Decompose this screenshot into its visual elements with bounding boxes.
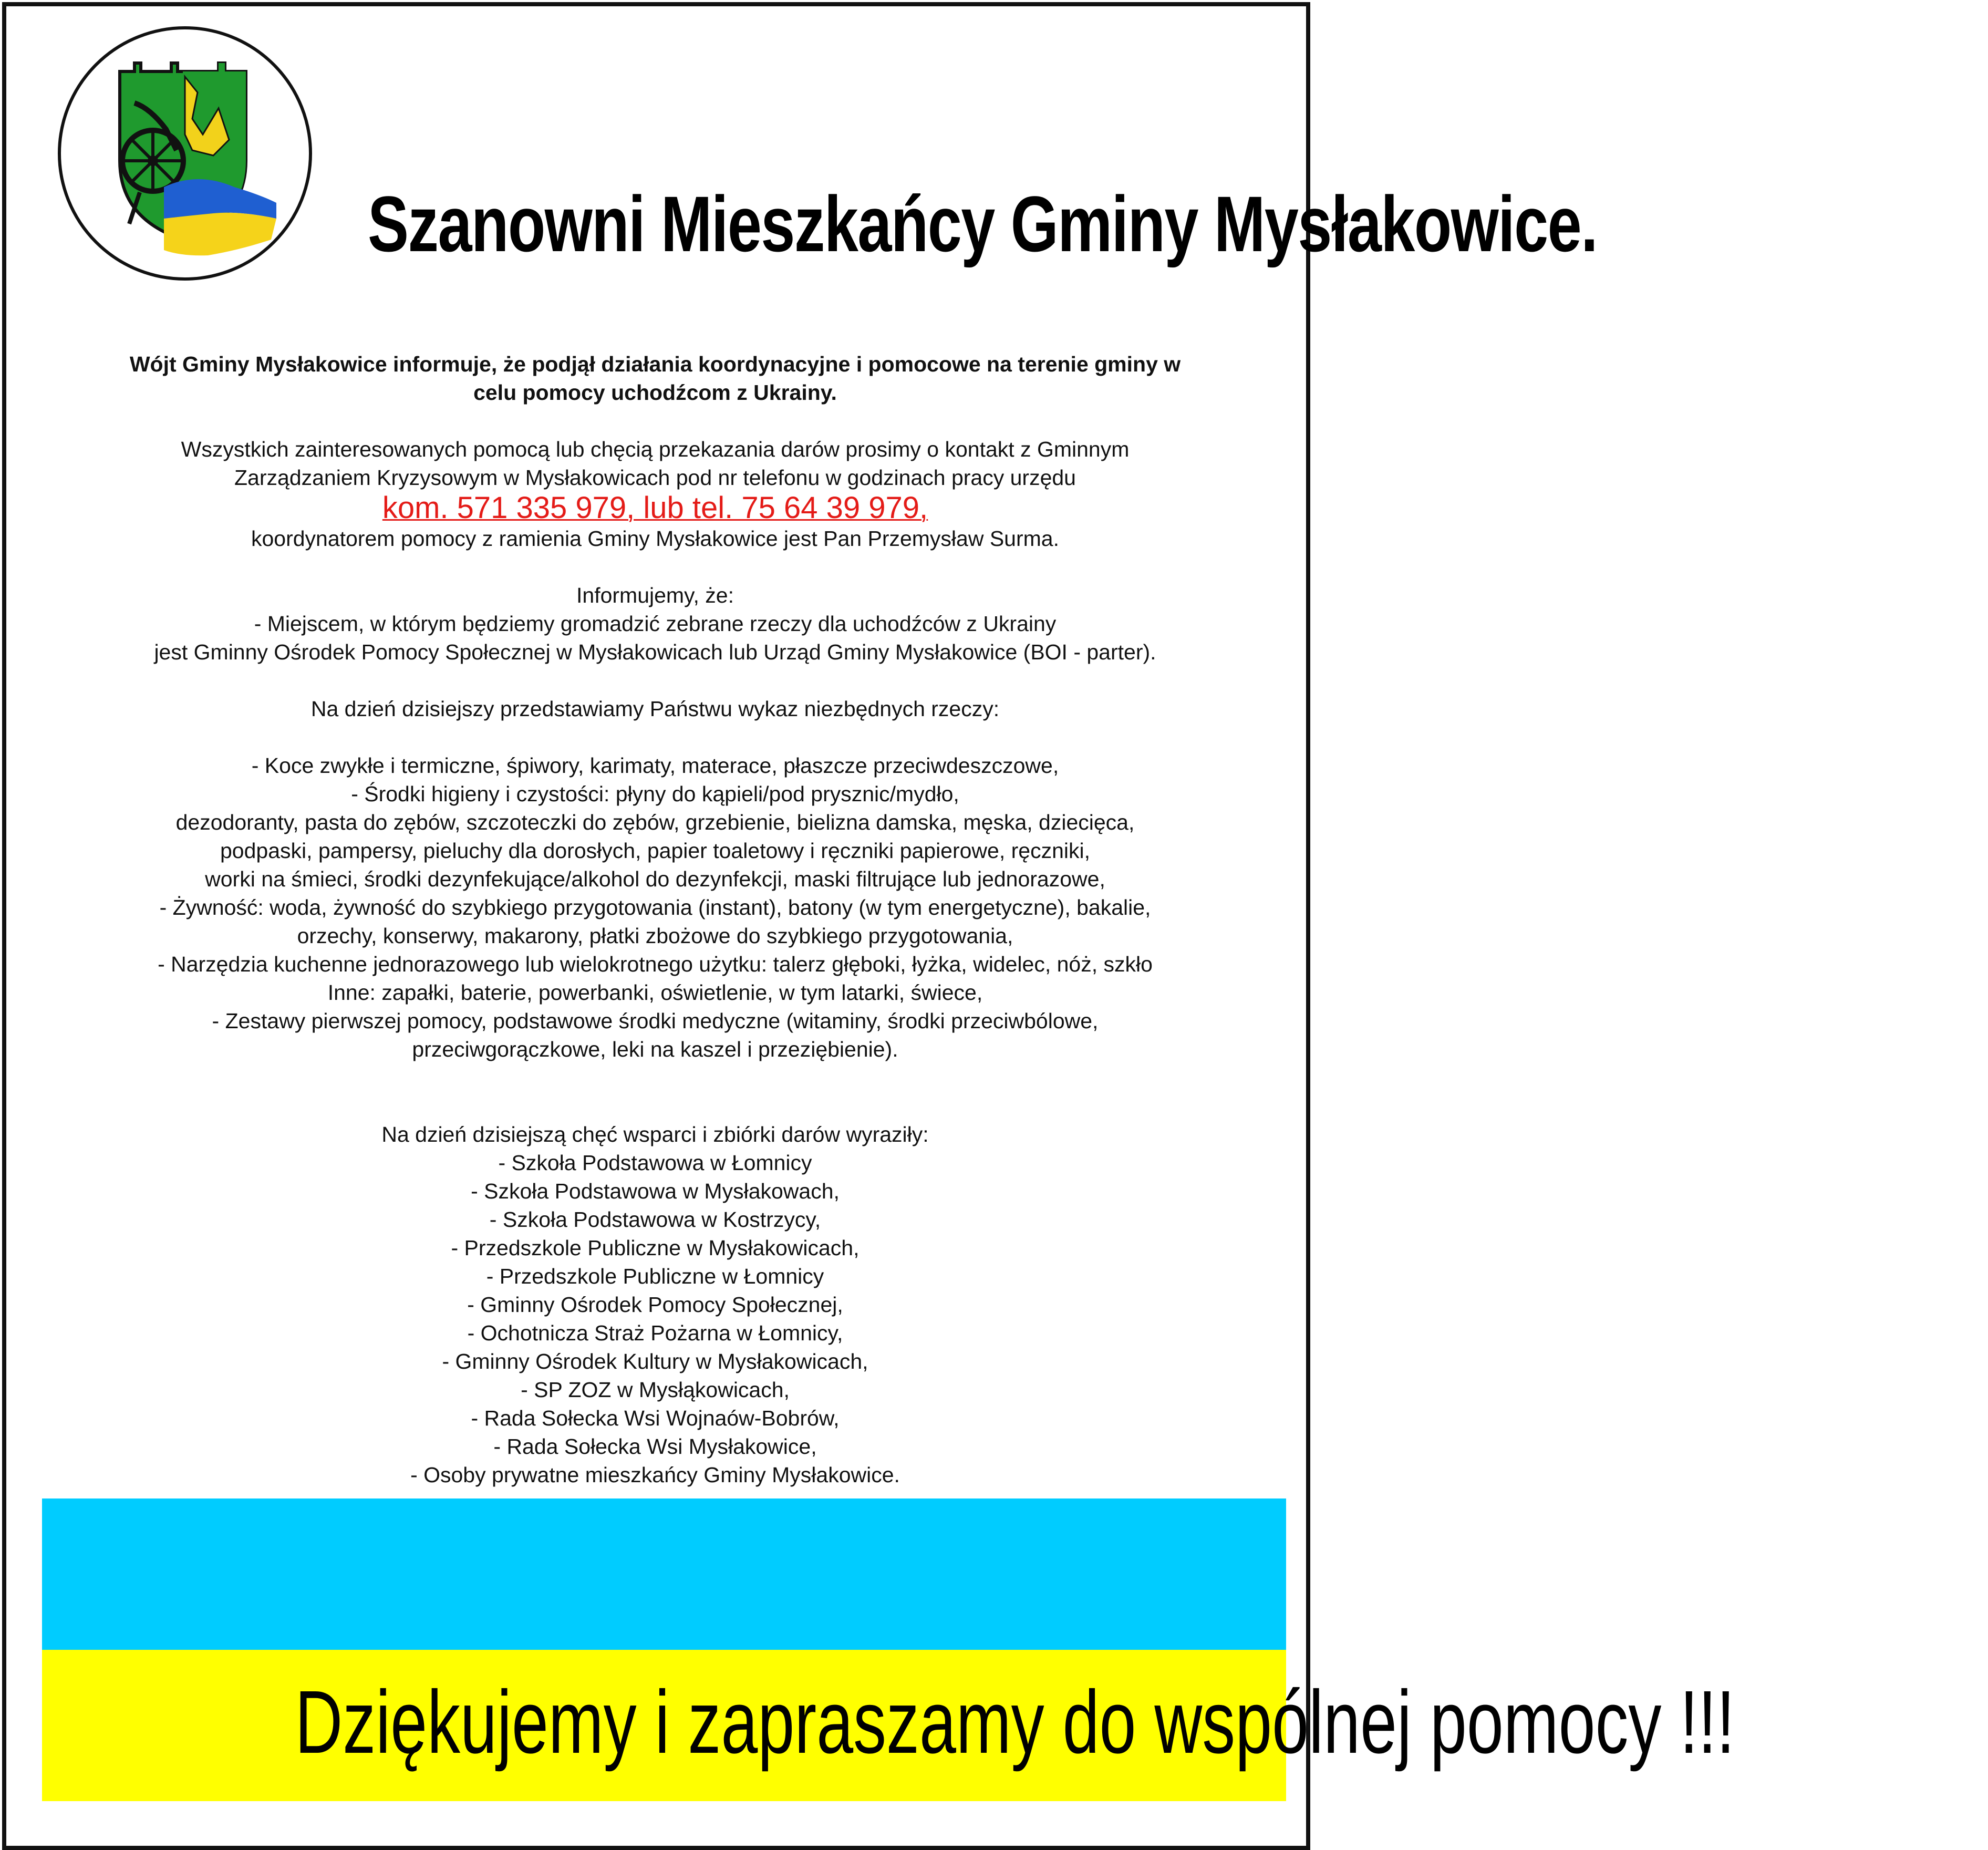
- supporter-item: - Przedszkole Publiczne w Łomnicy: [486, 1264, 824, 1288]
- supporters-heading: Na dzień dzisiejszą chęć wsparci i zbiórki darów wyraziły:: [381, 1122, 929, 1146]
- supporter-item: - Gminny Ośrodek Kultury w Mysłakowicach,: [442, 1349, 868, 1373]
- location-line: Informujemy, że:: [576, 583, 734, 607]
- needs-item: przeciwgorączkowe, leki na kaszel i przeziębienie).: [412, 1037, 898, 1061]
- location-line: - Miejscem, w którym będziemy gromadzić zebrane rzeczy dla uchodźców z Ukrainy: [254, 612, 1057, 636]
- supporter-item: - Rada Sołecka Wsi Mysłakowice,: [493, 1434, 817, 1459]
- coordinator-line: koordynatorem pomocy z ramienia Gminy Mysłakowice jest Pan Przemysław Surma.: [251, 526, 1059, 551]
- supporter-item: - Gminny Ośrodek Pomocy Społecznej,: [467, 1293, 843, 1317]
- needs-item: podpaski, pampersy, pieluchy dla dorosłych, papier toaletowy i ręczniki papierowe, ręczniki,: [220, 839, 1090, 863]
- needs-item: dezodoranty, pasta do zębów, szczoteczki do zębów, grzebienie, bielizna damska, męska, dziecięca,: [175, 810, 1135, 834]
- needs-item: Inne: zapałki, baterie, powerbanki, oświetlenie, w tym latarki, świece,: [327, 980, 983, 1005]
- supporter-item: - Przedszkole Publiczne w Mysłakowicach,: [451, 1236, 860, 1260]
- location-line: jest Gminny Ośrodek Pomocy Społecznej w Mysłakowicach lub Urząd Gminy Mysłakowice (BOI - parter).: [154, 640, 1156, 664]
- flag-blue-band: [42, 1498, 1286, 1650]
- thanks-banner: [42, 1670, 1735, 1775]
- needs-item: worki na śmieci, środki dezynfekujące/alkohol do dezynfekcji, maski filtrujące lub jednorazowe,: [205, 867, 1105, 891]
- contact-line: Zarządzaniem Kryzysowym w Mysłakowicach pod nr telefonu w godzinach pracy urzędu: [234, 466, 1076, 490]
- announcement-body: [63, 350, 1247, 1489]
- thanks-text: Dziękujemy i zapraszamy do wspólnej pomocy !!!: [295, 1672, 1735, 1772]
- page-title: Szanowni Mieszkańcy Gminy Mysłakowice.: [368, 180, 1598, 268]
- supporter-item: - SP ZOZ w Mysłąkowicach,: [521, 1378, 790, 1402]
- supporter-item: - Rada Sołecka Wsi Wojnaów-Bobrów,: [471, 1406, 840, 1430]
- needs-item: - Koce zwykłe i termiczne, śpiwory, karimaty, materace, płaszcze przeciwdeszczowe,: [251, 753, 1059, 778]
- intro-line: celu pomocy uchodźcom z Ukrainy.: [473, 380, 837, 405]
- needs-heading: Na dzień dzisiejszy przedstawiamy Państwu wykaz niezbędnych rzeczy:: [310, 697, 1000, 721]
- coat-of-arms-icon: [61, 29, 309, 277]
- contact-line: Wszystkich zainteresowanych pomocą lub chęcią przekazania darów prosimy o kontakt z Gminnym: [181, 437, 1130, 461]
- supporter-item: - Szkoła Podstawowa w Kostrzycy,: [489, 1207, 821, 1232]
- needs-item: - Żywność: woda, żywność do szybkiego przygotowania (instant), batony (w tym energetyczne), bakalie,: [159, 895, 1151, 919]
- logo: [58, 26, 312, 281]
- supporter-item: - Osoby prywatne mieszkańcy Gminy Mysłakowice.: [410, 1463, 900, 1487]
- supporter-item: - Ochotnicza Straż Pożarna w Łomnicy,: [467, 1321, 843, 1345]
- needs-item: - Środki higieny i czystości: płyny do kąpieli/pod prysznic/mydło,: [351, 782, 959, 806]
- needs-item: - Narzędzia kuchenne jednorazowego lub wielokrotnego użytku: talerz głęboki, łyżka, widelec, nóż, szkło: [158, 952, 1153, 976]
- needs-item: - Zestawy pierwszej pomocy, podstawowe środki medyczne (witaminy, środki przeciwbólowe,: [212, 1009, 1099, 1033]
- supporter-item: - Szkoła Podstawowa w Łomnicy: [498, 1151, 812, 1175]
- needs-item: orzechy, konserwy, makarony, płatki zbożowe do szybkiego przygotowania,: [297, 924, 1013, 948]
- supporter-item: - Szkoła Podstawowa w Mysłakowach,: [471, 1179, 840, 1203]
- phone-numbers: kom. 571 335 979, lub tel. 75 64 39 979,: [382, 491, 928, 525]
- intro-line: Wójt Gminy Mysłakowice informuje, że podjął działania koordynacyjne i pomocowe na terenie gminy w: [129, 352, 1181, 376]
